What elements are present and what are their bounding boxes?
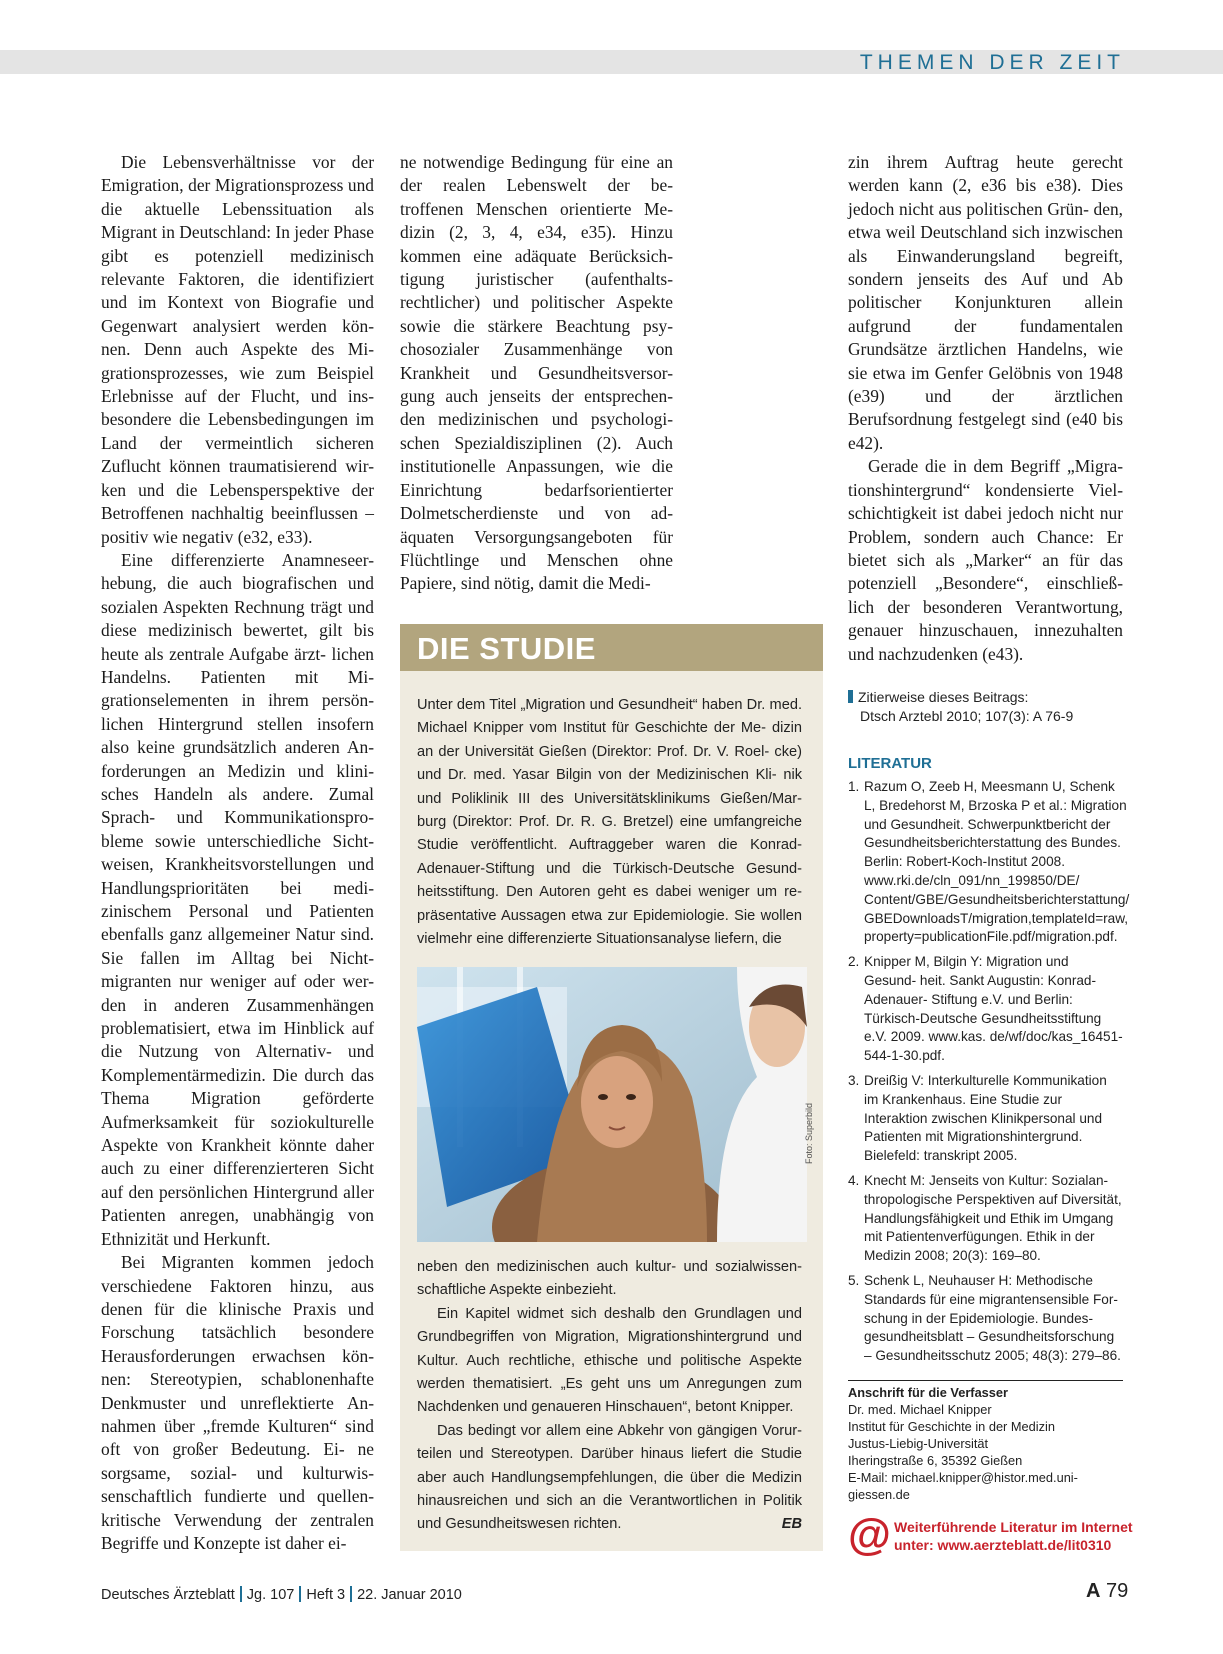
paragraph-text: Das bedingt vor allem eine Abkehr von gängigen Vorur- teilen und Stereotypen. Darüber hinaus liefert die Studie aber auch Handlungsempfehlungen, die über die Medizin hinausreichen und sich an die Verantwortlichen in Politik und Gesundheitswesen richten. (417, 1422, 802, 1533)
study-box-title: DIE STUDIE (400, 624, 823, 671)
separator (299, 1586, 301, 1602)
article-column-1 (101, 151, 374, 1555)
photo-illustration (417, 967, 807, 1242)
paragraph: Unter dem Titel „Migration und Gesundheit“ haben Dr. med. Michael Knipper vom Institut für Geschichte der Me- dizin an der Universität Gießen (Direktor: Prof. Dr. V. Roel- cke) und Dr. med. Yasar Bilgin von der Medizinischen Kli- nik und Poliklinik III des Universitätsklinikums Gießen/Mar- burg (Direktor: Prof. Dr. R. G. Bretzel) eine umfangreiche Studie veröffentlicht. Auftraggeber waren die Konrad- Adenauer-Stiftung und die Türkisch-Deutsche Gesund- heitsstiftung. Den Autoren geht es dabei weniger um re- präsentative Aussagen etwa zur Epidemiologie. Sie wollen vielmehr eine differenzierte Situationsanalyse liefern, die (417, 697, 802, 948)
paragraph: zin ihrem Auftrag heute gerecht werden kann (2, e36 bis e38). Dies jedoch nicht aus politischen Grün- den, etwa weil Deutschland sich inzwischen als Einwanderungsland begreift, sondern jenseits des Auf und Ab politischer Konjunkturen allein aufgrund der fundamentalen Grundsätze ärztlichen Handelns, wie sie etwa im Genfer Gelöbnis von 1948 (e39) und der ärztlichen Berufsordnung festgelegt sind (e40 bis e42). (848, 152, 1123, 453)
article-column-2 (400, 151, 673, 596)
separator (350, 1586, 352, 1602)
reference-number: 3. (848, 1072, 860, 1088)
page-number (1086, 1580, 1128, 1603)
further-literature-text[interactable] (894, 1518, 1144, 1554)
paragraph: Gerade die in dem Begriff „Migra- tionshintergrund“ kondensierte Viel- schichtigkeit ist dabei jedoch nicht nur Problem, sondern auch Chance: Er bietet sich als „Marker“ an für das potenziell „Besondere“, einschließ- lich der besonderen Verantwortung, genauer hinzuschauen, innezuhalten und nachzudenken (e43). (848, 456, 1123, 664)
bullet-square-icon (848, 690, 853, 703)
address-line: Iheringstraße 6, 35392 Gießen (848, 1453, 1023, 1468)
paragraph (417, 1420, 802, 1537)
journal-volume: Jg. 107 (246, 1587, 295, 1603)
reference-item (848, 1172, 1123, 1266)
reference-item (848, 778, 1130, 947)
literature-heading: LITERATUR (848, 755, 932, 772)
reference-item (848, 1272, 1123, 1366)
address-line: Justus-Liebig-Universität (848, 1436, 989, 1451)
reference-list (848, 778, 1130, 1372)
citation-label: Zitierweise dieses Beitrags: (858, 689, 1029, 705)
reference-text: Schenk L, Neuhauser H: Methodische Standards für eine migrantensensible For- schung in der Epidemiologie. Bundes- gesundheitsblatt – Gesundheitsforschung – Gesundheitsschutz 2005; 48(3): 279–86. (864, 1272, 1121, 1364)
reference-text: Knipper M, Bilgin Y: Migration und Gesund- heit. Sankt Augustin: Konrad-Adenauer- Stiftung e.V. und Berlin: Türkisch-Deutsche Gesundheitsstiftung e.V. 2009. www.kas. de/wf/doc/kas_16451-544-1-30.pdf. (864, 954, 1123, 1064)
reference-text: Dreißig V: Interkulturelle Kommunikation im Krankenhaus. Eine Studie zur Interaktion zwischen Klinikpersonal und Patienten mit Migrationshintergrund. Bielefeld: transkript 2005. (864, 1072, 1107, 1164)
paragraph: Ein Kapitel widmet sich deshalb den Grundlagen und Grundbegriffen von Migration, Migrationshintergrund und Kultur. Auch rechtliche, ethische und politische Aspekte werden thematisiert. „Es geht uns um Anregungen zum Nachdenken und genaueren Hinschauen“, betont Knipper. (417, 1305, 802, 1416)
paragraph: Die Lebensverhältnisse vor der Emigration, der Migrationsprozess und die aktuelle Lebenssituation als Migrant in Deutschland: In jeder Phase gibt es potenziell medizinisch relevante Faktoren, die identifiziert und im Kontext von Biografie und Gegenwart analysiert werden kön- nen. Denn auch Aspekte des Mi- grationsprozesses, wie zum Beispiel Erlebnisse auf der Flucht, und ins- besondere die Lebensbedingungen im Land der vermeintlich sicheren Zuflucht können traumatisierend wir- ken und die Lebensperspektive der Betroffenen nachhaltig beeinflussen – positiv wie negativ (e32, e33). (101, 152, 374, 547)
address-line: Institut für Geschichte in der Medizin (848, 1419, 1055, 1434)
link-line: Weiterführende Literatur im Internet (894, 1519, 1133, 1535)
paragraph: ne notwendige Bedingung für eine an der realen Lebenswelt der be- troffenen Menschen orientierte Me- dizin (2, 3, 4, e34, e35). Hinzu kommen eine adäquate Berücksich- tigung juristischer (aufenthalts- rechtlicher) und politischer Aspekte sowie die stärkere Beachtung psy- chosozialer Zusammenhänge von Krankheit und Gesundheitsversor- gung auch jenseits der entsprechen- den medizinischen und psychologi- schen Spezialdisziplinen (2). Auch institutionelle Anpassungen, wie die Einrichtung bedarfsorientierter Dolmetscherdienste und von ad- äquaten Versorgungsangeboten für Flüchtlinge und Menschen ohne Papiere, sind nötig, damit die Medi- (400, 152, 673, 594)
journal-date: 22. Januar 2010 (357, 1587, 462, 1603)
reference-item (848, 1072, 1123, 1166)
address-line: Dr. med. Michael Knipper (848, 1402, 992, 1417)
study-photo (417, 967, 807, 1242)
reference-number: 4. (848, 1172, 860, 1188)
author-sign: EB (781, 1516, 802, 1533)
reference-text: Razum O, Zeeb H, Meesmann U, Schenk L, Bredehorst M, Brzoska P et al.: Migration und Gesundheit. Schwerpunktbericht der Gesundheitsberichterstattung des Bundes. Berlin: Robert-Koch-Institut 2008. www.rki.de/cln_091/nn_199850/DE/ Content/GBE/Gesundheitsberichterstattung/ GBEDownloadsT/migration,templateId=raw, property=publicationFile.pdf/migration.pdf. (864, 779, 1130, 945)
journal-name: Deutsches Ärzteblatt (101, 1587, 235, 1603)
reference-item (848, 953, 1123, 1066)
at-icon: @ (848, 1510, 891, 1559)
study-text-top (417, 694, 802, 951)
further-literature-link[interactable] (848, 1510, 1138, 1559)
paragraph: Bei Migranten kommen jedoch verschiedene Faktoren hinzu, aus denen für die klinische Praxis und Forschung tatsächlich besondere Herausforderungen erwachsen kön- nen: Stereotypien, schablonenhafte Denkmuster und unreflektierte An- nahmen über „fremde Kulturen“ sind oft von großer Bedeutung. Ei- ne sorgsame, sozial- und kulturwis- senschaftlich fundierte und quellen- kritische Verwendung der zentralen Begriffe und Konzepte ist daher ei- (101, 1252, 374, 1553)
section-title: THEMEN DER ZEIT (859, 51, 1125, 74)
email-link[interactable]: E-Mail: michael.knipper@histor.med.uni-giessen.de (848, 1470, 1078, 1502)
reference-number: 1. (848, 779, 860, 794)
article-column-3 (848, 151, 1123, 666)
journal-issue: Heft 3 (306, 1587, 346, 1603)
separator (240, 1586, 242, 1602)
reference-number: 2. (848, 954, 860, 970)
paragraph: Eine differenzierte Anamneseer- hebung, die auch biografischen und sozialen Aspekten Rechnung trägt und diese medizinisch bewertet, gilt bis heute als zentrale Aufgabe ärzt- lichen Handelns. Patienten mit Mi- grationselementen in ihrem persön- lichen Hintergrund stellen insofern also keine grundsätzlich anderen An- forderungen an Medizin und klini- sches Handeln als andere. Zumal Sprach- und Kommunikationspro- bleme sowie unterschiedliche Sicht- weisen, Krankheitsvorstellungen und Handlungsprioritäten bei medi- zinischem Personal und Patienten ebenfalls ganz allgemeiner Natur sind. Sie fallen im Alltag bei Nicht- migranten nur weniger auf oder wer- den in anderen Zusammenhängen problematisiert, etwa im Hinblick auf die Nutzung von Alternativ- und Komplementärmedizin. Die durch das Thema Migration geförderte Aufmerksamkeit für soziokulturelle Aspekte von Krankheit könnte daher auch zu einer differenzierteren Sicht auf den persönlichen Hintergrund aller Patienten anregen, unabhängig von Ethnizität und Herkunft. (101, 549, 374, 1249)
author-address (848, 1380, 1123, 1503)
photo-credit: Foto: Superbild (804, 1102, 814, 1164)
citation-note (848, 688, 1123, 726)
page-prefix: A (1086, 1580, 1101, 1602)
reference-number: 5. (848, 1272, 860, 1288)
study-text-bottom (417, 1256, 802, 1537)
reference-text: Knecht M: Jenseits von Kultur: Sozialan- thropologische Perspektiven auf Diversität, Handlungsfähigkeit und Ethik im Umgang mit Patientenverfügungen. Ethik in der Medizin 2008; 20(3): 169–80. (864, 1172, 1122, 1264)
footer (101, 1586, 462, 1603)
link-url[interactable]: unter: www.aerzteblatt.de/lit0310 (894, 1537, 1112, 1553)
address-heading: Anschrift für die Verfasser (848, 1385, 1009, 1400)
paragraph: neben den medizinischen auch kultur- und sozialwissen- schaftliche Aspekte einbezieht. (417, 1259, 802, 1299)
citation-ref: Dtsch Arztebl 2010; 107(3): A 76-9 (860, 708, 1074, 724)
page-value: 79 (1106, 1580, 1129, 1602)
study-box (400, 624, 823, 1551)
